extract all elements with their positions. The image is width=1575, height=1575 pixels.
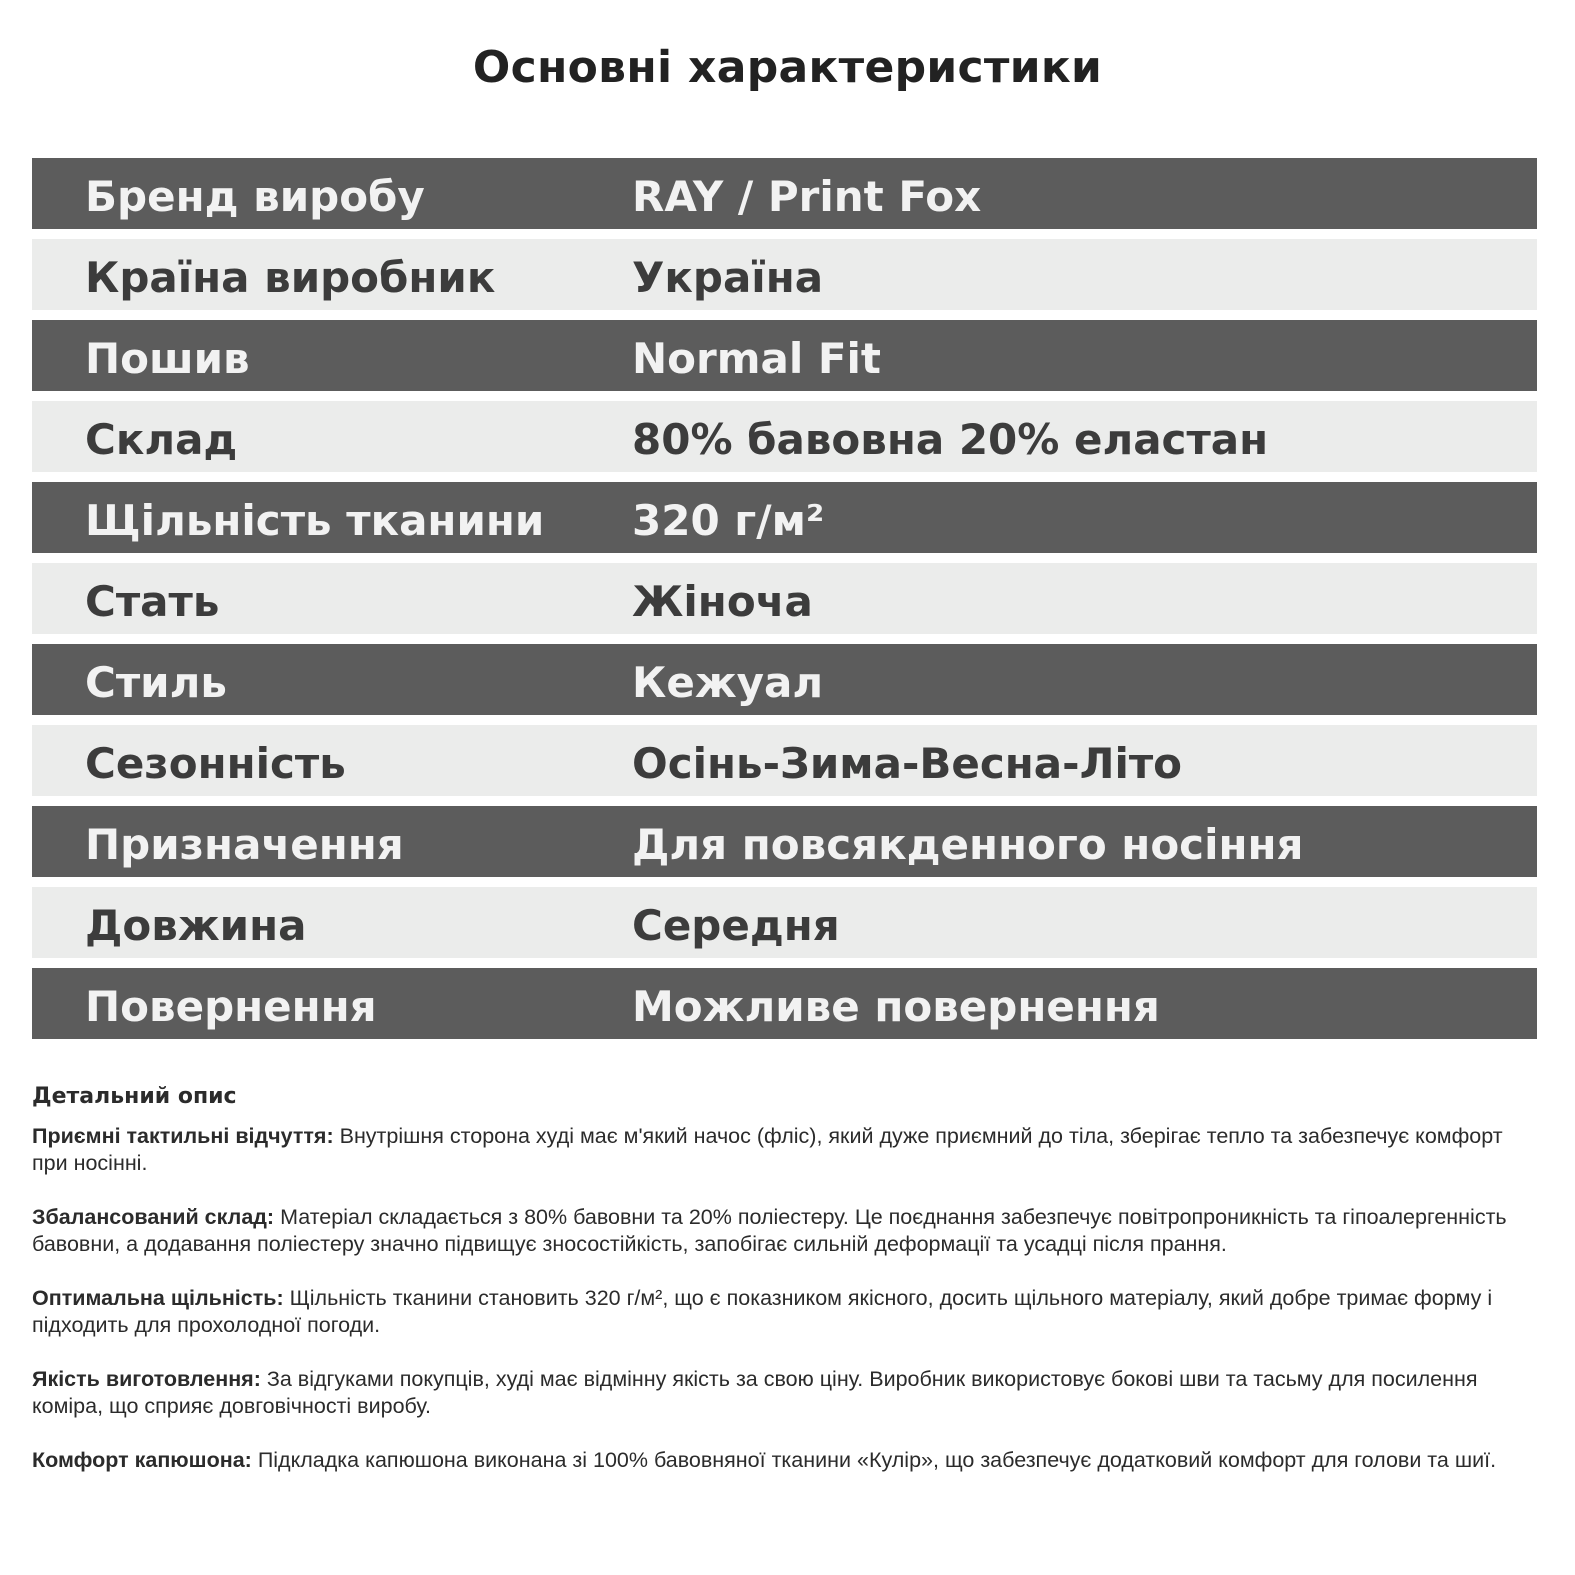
spec-value: Осінь-Зима-Весна-Літо xyxy=(632,738,1183,788)
spec-row-brand xyxy=(32,158,1537,229)
spec-value: Можливе повернення xyxy=(632,981,1160,1031)
details-heading: Детальний опис xyxy=(32,1084,237,1109)
spec-row-length xyxy=(32,887,1537,958)
spec-label: Стать xyxy=(85,576,220,626)
spec-label: Довжина xyxy=(85,900,307,950)
spec-label: Сезонність xyxy=(85,738,346,788)
spec-row-density xyxy=(32,482,1537,553)
spec-value: Жіноча xyxy=(632,576,813,626)
spec-label: Призначення xyxy=(85,819,404,869)
spec-row-fit xyxy=(32,320,1537,391)
detail-text: За відгуками покупців, худі має відмінну якість за свою ціну. Виробник використовує бокові шви та тасьму для посилення коміра, що сприяє довговічності виробу. xyxy=(32,1367,1478,1418)
detail-text: Внутрішня сторона худі має м'який начос (фліс), який дуже приємний до тіла, зберігає тепло та забезпечує комфорт при носінні. xyxy=(32,1124,1503,1175)
detail-paragraph xyxy=(32,1123,1537,1177)
detail-lead: Комфорт капюшона: xyxy=(32,1448,252,1472)
spec-label: Склад xyxy=(85,414,238,464)
detail-lead: Якість виготовлення: xyxy=(32,1367,261,1391)
spec-value: Для повсякденного носіння xyxy=(632,819,1304,869)
detail-paragraph xyxy=(32,1366,1537,1420)
detail-lead: Приємні тактильні відчуття: xyxy=(32,1124,334,1148)
detail-paragraph xyxy=(32,1447,1537,1474)
detail-lead: Збалансований склад: xyxy=(32,1205,275,1229)
spec-value: RAY / Print Fox xyxy=(632,171,982,221)
detail-text: Щільність тканини становить 320 г/м², що є показником якісного, досить щільного матеріалу, який добре тримає форму і підходить для прохолодної погоди. xyxy=(32,1286,1493,1337)
spec-value: Normal Fit xyxy=(632,333,882,383)
detailed-description xyxy=(32,1084,1537,1501)
spec-row-season xyxy=(32,725,1537,796)
detail-paragraph xyxy=(32,1204,1537,1258)
detail-lead: Оптимальна щільність: xyxy=(32,1286,284,1310)
detail-paragraph xyxy=(32,1285,1537,1339)
spec-label: Стиль xyxy=(85,657,227,707)
detail-text: Матеріал складається з 80% бавовни та 20% поліестеру. Це поєднання забезпечує повітропроникність та гіпоалергенність бавовни, а додавання поліестеру значно підвищує зносостійкість, запобігає сильній деформації та усадці після прання. xyxy=(32,1205,1507,1256)
specs-table xyxy=(32,158,1537,1049)
spec-label: Щільність тканини xyxy=(85,495,545,545)
spec-row-return xyxy=(32,968,1537,1039)
page-title: Основні характеристики xyxy=(472,42,1103,93)
spec-label: Пошив xyxy=(85,333,250,383)
spec-row-composition xyxy=(32,401,1537,472)
spec-label: Бренд виробу xyxy=(85,171,425,221)
spec-row-purpose xyxy=(32,806,1537,877)
spec-row-style xyxy=(32,644,1537,715)
spec-value: Кежуал xyxy=(632,657,824,707)
spec-value: 80% бавовна 20% еластан xyxy=(632,414,1269,464)
spec-value: Україна xyxy=(632,252,824,302)
spec-row-country xyxy=(32,239,1537,310)
spec-value: Середня xyxy=(632,900,840,950)
detail-text: Підкладка капюшона виконана зі 100% бавовняної тканини «Кулір», що забезпечує додатковий комфорт для голови та шиї. xyxy=(251,1448,1497,1472)
spec-row-gender xyxy=(32,563,1537,634)
spec-value: 320 г/м² xyxy=(632,495,825,545)
spec-label: Країна виробник xyxy=(85,252,496,302)
spec-label: Повернення xyxy=(85,981,377,1031)
